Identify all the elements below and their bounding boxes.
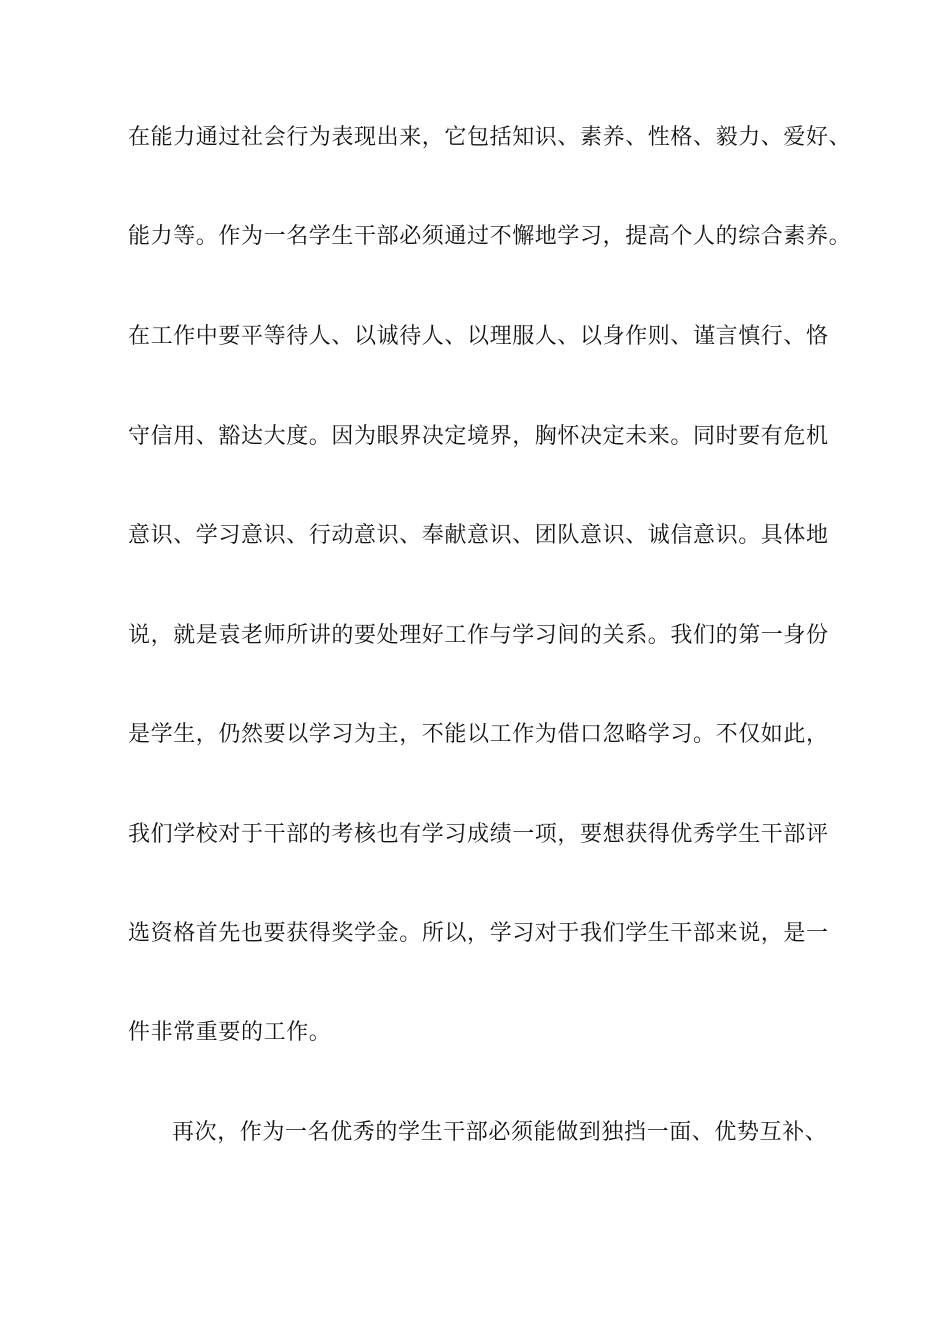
paragraph-line-6: 说，就是袁老师所讲的要处理好工作与学习间的关系。我们的第一身份 <box>128 623 829 648</box>
paragraph-line-8: 我们学校对于干部的考核也有学习成绩一项，要想获得优秀学生干部评 <box>128 822 829 847</box>
paragraph-line-7: 是学生，仍然要以学习为主，不能以工作为借口忽略学习。不仅如此， <box>128 722 829 747</box>
paragraph-line-4: 守信用、豁达大度。因为眼界决定境界，胸怀决定未来。同时要有危机 <box>128 424 829 449</box>
paragraph-line-5: 意识、学习意识、行动意识、奉献意识、团队意识、诚信意识。具体地 <box>128 523 829 548</box>
paragraph-line-1: 在能力通过社会行为表现出来，它包括知识、素养、性格、毅力、爱好、 <box>128 125 852 150</box>
paragraph-line-2: 能力等。作为一名学生干部必须通过不懈地学习，提高个人的综合素养。 <box>128 224 852 249</box>
paragraph-line-9: 选资格首先也要获得奖学金。所以，学习对于我们学生干部来说，是一 <box>128 921 829 946</box>
paragraph-line-11: 再次，作为一名优秀的学生干部必须能做到独挡一面、优势互补、 <box>172 1120 828 1145</box>
paragraph-line-10: 件非常重要的工作。 <box>128 1020 332 1045</box>
paragraph-line-3: 在工作中要平等待人、以诚待人、以理服人、以身作则、谨言慎行、恪 <box>128 324 829 349</box>
